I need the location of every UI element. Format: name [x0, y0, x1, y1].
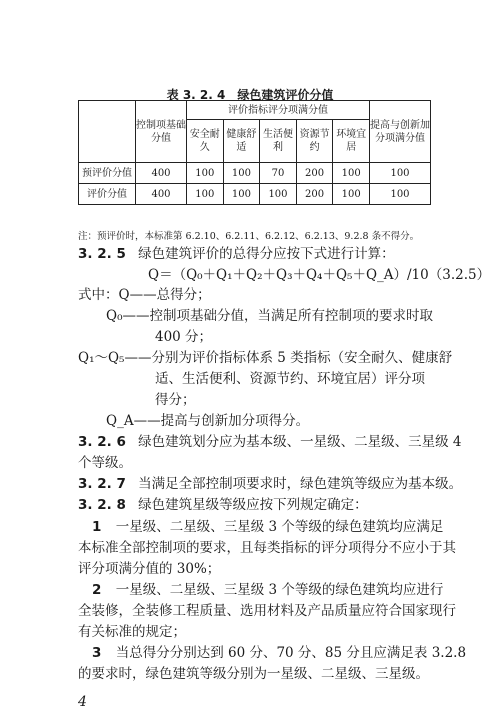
header-control: 控制项基础分值 [136, 101, 187, 163]
clause-number: 3. 2. 8 [78, 497, 126, 513]
def-q0-cont: 400 分； [155, 329, 213, 345]
where-line: 式中：Q——总得分； [78, 287, 211, 303]
cell: 200 [296, 184, 333, 205]
item-2-cont: 全装修，全装修工程质量、选用材料及产品质量应符合国家现行 [78, 603, 456, 619]
row-label: 评价分值 [79, 184, 136, 205]
cell: 100 [187, 163, 224, 184]
item-number: 3 [92, 645, 102, 661]
def-qa: Q_A——提高与创新加分项得分。 [106, 413, 310, 429]
clause-text: 当满足全部控制项要求时，绿色建筑等级应为基本级。 [138, 476, 463, 492]
clause-text: 绿色建筑评价的总得分应按下式进行计算： [138, 246, 395, 262]
def-q1-q5: Q₁～Q₅——分别为评价指标体系 5 类指标（安全耐久、健康舒 [78, 350, 453, 366]
cell: 100 [333, 184, 370, 205]
item-3-cont: 的要求时，绿色建筑等级分别为一星级、二星级、三星级。 [78, 666, 429, 682]
header-sub: 健康舒适 [223, 120, 260, 163]
cell: 100 [370, 163, 431, 184]
header-sub: 资源节约 [296, 120, 333, 163]
item-text: 一星级、二星级、三星级 3 个等级的绿色建筑均应进行 [115, 582, 444, 598]
item-number: 2 [92, 582, 102, 598]
formula: Q＝（Q₀＋Q₁＋Q₂＋Q₃＋Q₄＋Q₅＋Q_A）/10（3.2.5） [148, 267, 491, 283]
row-label: 预评价分值 [79, 163, 136, 184]
cell: 200 [296, 163, 333, 184]
cell: 100 [223, 184, 260, 205]
table-row [79, 184, 431, 205]
item-text: 当总得分分别达到 60 分、70 分、85 分且应满足表 3.2.8 [115, 645, 467, 661]
item-2-cont2: 有关标准的规定； [78, 624, 186, 640]
table-note: 注：预评价时，本标准第 6.2.10、6.2.11、6.2.12、6.2.13、9.2.8 条不得分。 [78, 231, 420, 242]
cell: 70 [260, 163, 297, 184]
clause-text: 绿色建筑划分应为基本级、一星级、二星级、三星级 4 [138, 434, 462, 450]
clause-number: 3. 2. 7 [78, 476, 126, 492]
clause-number: 3. 2. 6 [78, 434, 126, 450]
clause-3-2-8 [78, 495, 368, 515]
cell: 400 [136, 184, 187, 205]
header-sub: 安全耐久 [187, 120, 224, 163]
def-q1-q5-cont2: 得分； [155, 392, 196, 408]
table-title: 表 3. 2. 4 绿色建筑评价分值 [166, 88, 334, 102]
clause-number: 3. 2. 5 [78, 246, 126, 262]
score-table [78, 100, 431, 205]
def-q1-q5-cont: 适、生活便利、资源节约、环境宜居）评分项 [155, 371, 425, 387]
item-2 [92, 580, 443, 600]
header-sub: 环境宜居 [333, 120, 370, 163]
cell: 100 [333, 163, 370, 184]
item-1 [92, 517, 443, 537]
header-group: 评价指标评分项满分值 [187, 101, 370, 120]
clause-3-2-5 [78, 244, 395, 264]
table-row [79, 163, 431, 184]
header-sub: 生活便利 [260, 120, 297, 163]
cell: 100 [223, 163, 260, 184]
cell: 100 [370, 184, 431, 205]
header-bonus: 提高与创新加分项满分值 [370, 101, 431, 163]
clause-3-2-6 [78, 432, 462, 452]
clause-text-cont: 个等级。 [78, 455, 132, 471]
item-3 [92, 643, 466, 663]
def-q0: Q₀——控制项基础分值，当满足所有控制项的要求时取 [106, 308, 433, 324]
clause-text: 绿色建筑星级等级应按下列规定确定： [138, 497, 368, 513]
page-number: 4 [78, 694, 87, 710]
clause-3-2-7 [78, 474, 462, 494]
item-1-cont: 本标准全部控制项的要求，且每类指标的评分项得分不应小于其 [78, 540, 456, 556]
item-number: 1 [92, 519, 102, 535]
item-1-cont2: 评分项满分值的 30%； [78, 561, 221, 577]
cell: 100 [187, 184, 224, 205]
cell: 100 [260, 184, 297, 205]
cell: 400 [136, 163, 187, 184]
item-text: 一星级、二星级、三星级 3 个等级的绿色建筑均应满足 [115, 519, 444, 535]
